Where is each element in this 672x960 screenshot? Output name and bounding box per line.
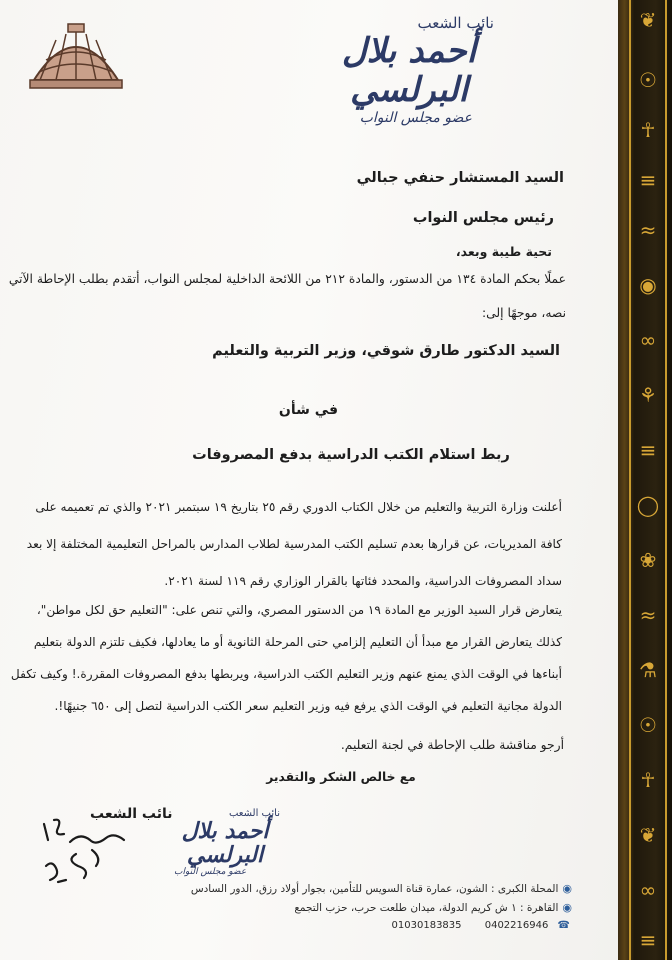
border-line — [629, 0, 631, 960]
loop-glyph-icon: ∞ — [639, 878, 657, 902]
decorative-hieroglyph-border — [618, 0, 672, 960]
footer-phone-1: 0402216946 — [484, 920, 549, 931]
letterhead-name: أحمد بلال البرلسي — [341, 31, 477, 111]
reed-glyph-icon: ⚘ — [639, 383, 657, 407]
ankh-glyph-icon: ☥ — [640, 768, 656, 792]
paragraph-line: كافة المديريات، عن قرارها بعدم تسليم الكتب المدرسية لطلاب المدارس بالمراحل التعليمية المختلفة إلا بعد — [26, 537, 562, 551]
footer-address-cairo — [294, 901, 572, 914]
phone-icon: ☎ — [557, 920, 570, 931]
footer-address-1: المحلة الكبرى : الشون، عمارة قناة السويس للتأمين، بجوار أولاد رزق، الدور السادس — [190, 883, 559, 895]
location-pin-icon: ◉ — [562, 882, 572, 895]
paragraph-line: كذلك يتعارض القرار مع مبدأ أن التعليم إلزامي حتى المرحلة الثانوية أو ما يعادلها، فكيف تلتزم الدولة بتعليم — [33, 635, 562, 649]
subject-heading: ربط استلام الكتب الدراسية بدفع المصروفات — [192, 447, 510, 463]
ankh-glyph-icon: ☥ — [640, 118, 656, 142]
parliament-dome-logo — [26, 20, 126, 92]
footer-address-2: القاهرة : ١ ش كريم الدولة، ميدان طلعت حرب، حزب التجمع — [294, 902, 559, 914]
bird-glyph-icon: ❦ — [639, 823, 657, 847]
paragraph-line: أعلنت وزارة التربية والتعليم من خلال الكتاب الدوري رقم ٢٥ بتاريخ ١٩ سبتمبر ٢٠٢١ والذي تم تعميمه على — [35, 500, 562, 514]
stamp-name: أحمد بلال البرلسي — [181, 818, 269, 869]
letterhead — [314, 14, 504, 126]
location-pin-icon: ◉ — [562, 901, 572, 914]
footer-phone-2: 01030183835 — [391, 920, 462, 931]
signature-title: نائب الشعب — [90, 806, 173, 822]
greeting: تحية طيبة وبعد، — [455, 244, 552, 259]
letterhead-member: عضو مجلس النواب — [359, 110, 472, 127]
signature-stamp — [150, 808, 300, 878]
intro-line-1: عملًا بحكم المادة ١٣٤ من الدستور، والمادة ٢١٢ من اللائحة الداخلية لمجلس النواب، أتقدم بطلب الإحاطة الآتي — [8, 272, 566, 286]
paragraph-line: الدولة مجانية التعليم في الوقت الذي يرفع فيه وزير التعليم سعر الكتب الدراسية لتصل إلى ٦٥٠ جنيهًا!. — [54, 699, 562, 713]
sun-glyph-icon: ☉ — [639, 713, 657, 737]
bar-glyph-icon: ≡ — [639, 928, 657, 952]
bar-glyph-icon: ≡ — [639, 168, 657, 192]
paragraph-line: أبناءها في الوقت الذي يمنع عنهم وزير التعليم الكتب الدراسية، ويربطها بدفع المصروفات المقررة.! وكيف تكفل — [10, 667, 562, 681]
request-line: أرجو مناقشة طلب الإحاطة في لجنة التعليم. — [340, 738, 564, 752]
paragraph-line: سداد المصروفات الدراسية، والمحدد فئاتها بالقرار الوزاري رقم ١١٩ لسنة ٢٠٢١. — [164, 574, 562, 588]
intro-line-2: نصه، موجهًا إلى: — [482, 306, 566, 320]
footer-address-mahalla — [191, 882, 572, 895]
paragraph-announcement — [26, 498, 562, 609]
closing-thanks: مع خالص الشكر والتقدير — [266, 770, 416, 784]
loop-glyph-icon: ∞ — [639, 328, 657, 352]
circle-glyph-icon: ◯ — [636, 493, 660, 517]
paragraph-line: يتعارض قرار السيد الوزير مع المادة ١٩ من الدستور المصري، والتي تنص على: "التعليم حق لكل مواطن"، — [36, 603, 562, 617]
bird-glyph-icon: ❦ — [639, 8, 657, 32]
handwritten-signature — [36, 810, 146, 890]
sun-glyph-icon: ☉ — [639, 68, 657, 92]
eye-glyph-icon: ◉ — [639, 273, 657, 297]
addressee-line-2: رئيس مجلس النواب — [412, 210, 554, 226]
paragraph-objection — [10, 601, 562, 729]
scarab-glyph-icon: ❀ — [639, 548, 657, 572]
stamp-member: عضو مجلس النواب — [174, 867, 247, 878]
stamp-title: نائب الشعب — [228, 808, 280, 819]
about-heading: في شأن — [278, 402, 339, 418]
recipient-line: السيد الدكتور طارق شوقي، وزير التربية والتعليم — [212, 343, 560, 359]
staff-glyph-icon: ⚗ — [639, 658, 657, 682]
addressee-line-1: السيد المستشار حنفي جبالي — [356, 170, 564, 186]
border-line — [665, 0, 667, 960]
bar-glyph-icon: ≡ — [639, 438, 657, 462]
wave-glyph-icon: ≈ — [639, 603, 657, 627]
letterhead-deputy-title: نائب الشعب — [417, 14, 494, 32]
footer-phones — [372, 920, 570, 931]
wave-glyph-icon: ≈ — [639, 218, 657, 242]
